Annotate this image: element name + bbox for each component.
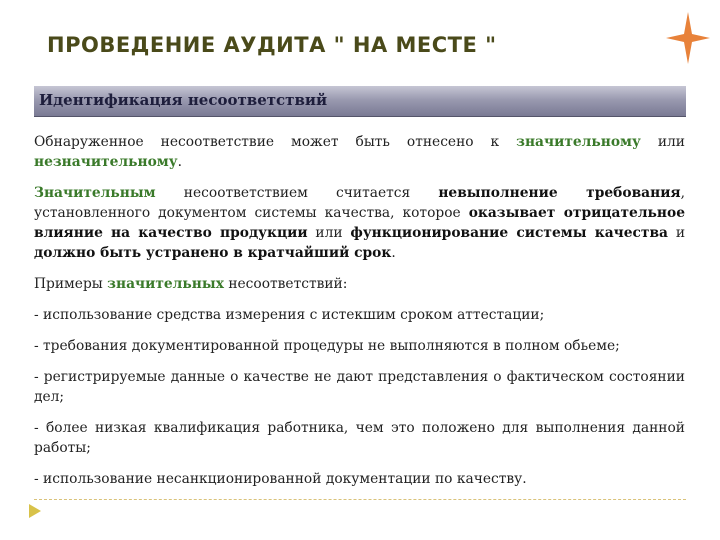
- intro-or: или: [657, 134, 685, 150]
- list-item: - требования документированной процедуры не выполняются в полном обьеме;: [34, 338, 620, 354]
- term-significant: значительному: [516, 134, 641, 150]
- banner-title: Идентификация несоответствий: [39, 91, 328, 109]
- examples-text-2: несоответствий:: [228, 276, 348, 292]
- list-item: - более низкая квалификация работника, чем это положено для выполнения данной работы;: [34, 420, 685, 456]
- def-text-3: или: [315, 225, 343, 241]
- def-bold-4: должно быть устранено в кратчайший срок: [34, 245, 392, 261]
- content-body: [34, 132, 685, 500]
- def-bold-3: функционирование системы качества: [350, 225, 669, 241]
- section-banner: [34, 86, 686, 117]
- slide-title: ПРОВЕДЕНИЕ АУДИТА " НА МЕСТЕ ": [47, 33, 497, 57]
- def-bold-2: оказывает отрицательное влияние на качество продукции: [34, 205, 685, 241]
- paragraph-definition: [34, 183, 685, 263]
- term-insignificant: незначительному: [34, 154, 178, 170]
- compass-star-icon: [666, 12, 710, 64]
- intro-period: .: [177, 154, 182, 170]
- list-item: - регистрируемые данные о качестве не дают представления о фактическом состоянии дел;: [34, 369, 685, 405]
- examples-text-1: Примеры: [34, 276, 103, 292]
- intro-text: Обнаруженное несоответствие может быть отнесено к: [34, 134, 500, 150]
- def-period: .: [391, 245, 396, 261]
- arrow-bullet-icon: [29, 504, 41, 518]
- paragraph-intro: [34, 132, 685, 172]
- term-significant-def: Значительным: [34, 185, 156, 201]
- def-text-1: несоответствием считается: [183, 185, 411, 201]
- paragraph-examples-heading: [34, 274, 685, 294]
- term-significant-plural: значительных: [107, 276, 224, 292]
- def-bold-1: невыполнение требования: [438, 185, 681, 201]
- def-text-2: , установленного документом системы качества, которое: [34, 185, 686, 221]
- list-item: - использование средства измерения с истекшим сроком аттестации;: [34, 307, 545, 323]
- list-item: - использование несанкционированной документации по качеству.: [34, 471, 527, 487]
- footer-divider: [34, 499, 686, 500]
- def-text-4: и: [675, 225, 686, 241]
